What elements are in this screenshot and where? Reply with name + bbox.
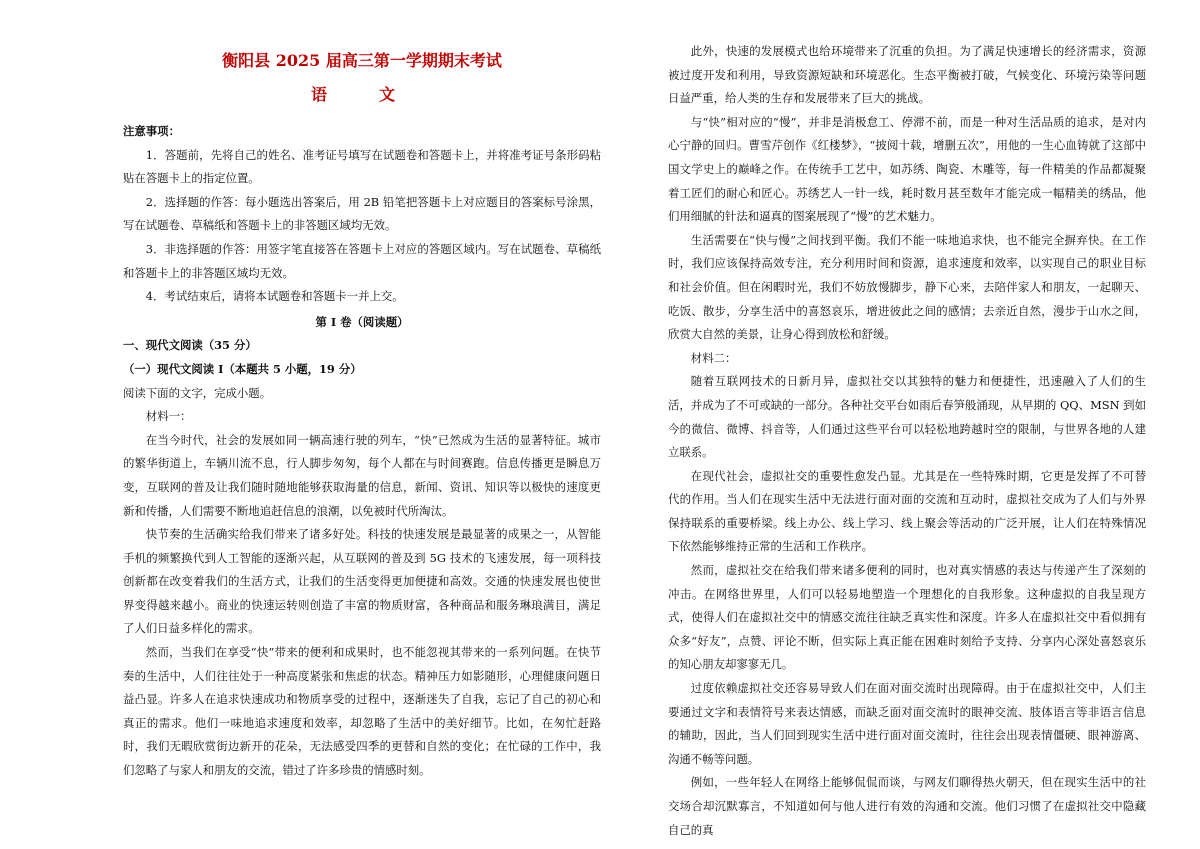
part-title: 第 I 卷（阅读题） [315, 314, 409, 329]
body-paragraph: 然而，当我们在享受“快”带来的便利和成果时，也不能忽视其带来的一系列问题。在快节奏的生活中，人们往往处于一种高度紧张和焦虑的状态。精神压力如影随形，心理健康问题日益凸显。许多人在追求快速成功和物质享受的过程中，逐渐迷失了自我，忘记了自己的初心和真正的需求。他们一味地追求速度和效率，却忽略了生活中的美好细节。比如，在匆忙赶路时，我们无暇欣赏街边新开的花朵，无法感受四季的更替和自然的变化；在忙碌的工作中，我们忽略了与家人和朋友的交流，错过了许多珍贵的情感时刻。 [123, 645, 601, 778]
subject-title: 语 文 [310, 85, 413, 104]
body-paragraph: 此外，快速的发展模式也给环境带来了沉重的负担。为了满足快速增长的经济需求，资源被过度开发和利用，导致资源短缺和环境恶化。生态平衡被打破，气候变化、环境污染等问题日益严重，给人类的生存和发展带来了巨大的挑战。 [668, 44, 1146, 106]
notice-item: 4．考试结束后，请将本试题卷和答题卡一并上交。 [145, 289, 404, 304]
body-paragraph: 快节奏的生活确实给我们带来了诸多好处。科技的快速发展是最显著的成果之一，从智能手机的频繁换代到人工智能的逐渐兴起，从互联网的普及到 5G 技术的飞速发展，每一项科技创新都在改变着我们的生活方式，让我们的生活变得更加便捷和高效。交通的快速发展也使世界变得越来越小。商业的快速运转则创造了丰富的物质财富，各种商品和服务琳琅满目，满足了人们日益多样化的需求。 [123, 527, 601, 636]
notice-heading: 注意事项： [123, 124, 180, 138]
notice-item: 1．答题前，先将自己的姓名、准考证号填写在试题卷和答题卡上，并将准考证号条形码粘贴在答题卡上的指定位置。 [123, 147, 601, 186]
left-column [123, 40, 601, 783]
body-paragraph: 随着互联网技术的日新月异，虚拟社交以其独特的魅力和便捷性，迅速融入了人们的生活，并成为了不可或缺的一部分。各种社交平台如雨后春笋般涌现，从早期的 QQ、MSN 到如今的微信、微博、抖音等，人们通过这些平台可以轻松地跨越时空的限制，与世界各地的人建立联系。 [668, 374, 1146, 460]
reading-instruction: 阅读下面的文字，完成小题。 [123, 385, 272, 400]
body-paragraph: 过度依赖虚拟社交还容易导致人们在面对面交流时出现障碍。由于在虚拟社交中，人们主要通过文字和表情符号来表达情感，而缺乏面对面交流时的眼神交流、肢体语言等非语言信息的辅助，因此，当人们回到现实生活中进行面对面交流时，往往会出现表情僵硬、眼神游离、沟通不畅等问题。 [668, 681, 1146, 766]
body-paragraph: 例如，一些年轻人在网络上能够侃侃而谈，与网友们聊得热火朝天，但在现实生活中的社交场合却沉默寡言，不知道如何与他人进行有效的沟通和交流。他们习惯了在虚拟社交中隐藏自己的真 [668, 775, 1146, 837]
right-column [668, 40, 1146, 842]
exam-title: 衡阳县 2025 届高三第一学期期末考试 [222, 51, 502, 70]
material-label: 材料一： [145, 409, 192, 424]
body-paragraph: 然而，虚拟社交在给我们带来诸多便利的同时，也对真实情感的表达与传递产生了深刻的冲击。在网络世界里，人们可以轻易地塑造一个理想化的自我形象。这种虚拟的自我呈现方式，使得人们在虚拟社交中的情感交流往往缺乏真实性和深度。许多人在虚拟社交中看似拥有众多“好友”，点赞、评论不断，但实际上真正能在困难时刻给予支持、分享内心深处喜怒哀乐的知心朋友却寥寥无几。 [668, 563, 1146, 672]
body-paragraph: 在当今时代，社会的发展如同一辆高速行驶的列车，“快”已然成为生活的显著特征。城市的繁华街道上，车辆川流不息，行人脚步匆匆，每个人都在与时间赛跑。信息传播更是瞬息万变，互联网的普及让我们随时随地能够获取海量的信息，新闻、资讯、知识等以极快的速度更新和传播，人们需要不断地追赶信息的浪潮，以免被时代所淘汰。 [123, 432, 601, 518]
notice-item: 2．选择题的作答：每小题选出答案后，用 2B 铅笔把答题卡上对应题目的答案标号涂黑，写在试题卷、草稿纸和答题卡上的非答题区域均无效。 [123, 194, 601, 233]
section-heading: 一、现代文阅读（35 分） [123, 338, 257, 353]
body-paragraph: 与“快”相对应的“慢”，并非是消极怠工、停滞不前，而是一种对生活品质的追求，是对内心宁静的回归。曹雪芹创作《红楼梦》，“披阅十载，增删五次”，用他的一生心血铸就了这部中国文学史上的巅峰之作。在传统手工艺中，如苏绣、陶瓷、木雕等，每一件精美的作品都凝聚着工匠们的耐心和匠心。苏绣艺人一针一线，耗时数月甚至数年才能完成一幅精美的绣品，他们用细腻的针法和逼真的图案展现了“慢”的艺术魅力。 [668, 114, 1146, 224]
body-paragraph: 生活需要在“快与慢”之间找到平衡。我们不能一味地追求快，也不能完全摒弃快。在工作时，我们应该保持高效专注，充分利用时间和资源，追求速度和效率，以实现自己的职业目标和社会价值。但在闲暇时光，我们不妨放慢脚步，静下心来，去陪伴家人和朋友，一起聊天、吃饭、散步，分享生活中的喜怒哀乐，增进彼此之间的感情；去亲近自然，漫步于山水之间，欣赏大自然的美景，让身心得到放松和舒缓。 [668, 232, 1146, 342]
notice-item: 3．非选择题的作答：用签字笔直接答在答题卡上对应的答题区域内。写在试题卷、草稿纸和答题卡上的非答题区域均无效。 [123, 241, 601, 280]
material-label: 材料二： [690, 350, 737, 365]
body-paragraph: 在现代社会，虚拟社交的重要性愈发凸显。尤其是在一些特殊时期，它更是发挥了不可替代的作用。当人们在现实生活中无法进行面对面的交流和互动时，虚拟社交成为了人们与外界保持联系的重要桥梁。线上办公、线上学习、线上聚会等活动的广泛开展，让人们在特殊情况下依然能够维持正常的生活和工作秩序。 [668, 468, 1146, 554]
subsection-heading: （一）现代文阅读 I（本题共 5 小题，19 分） [123, 361, 362, 376]
